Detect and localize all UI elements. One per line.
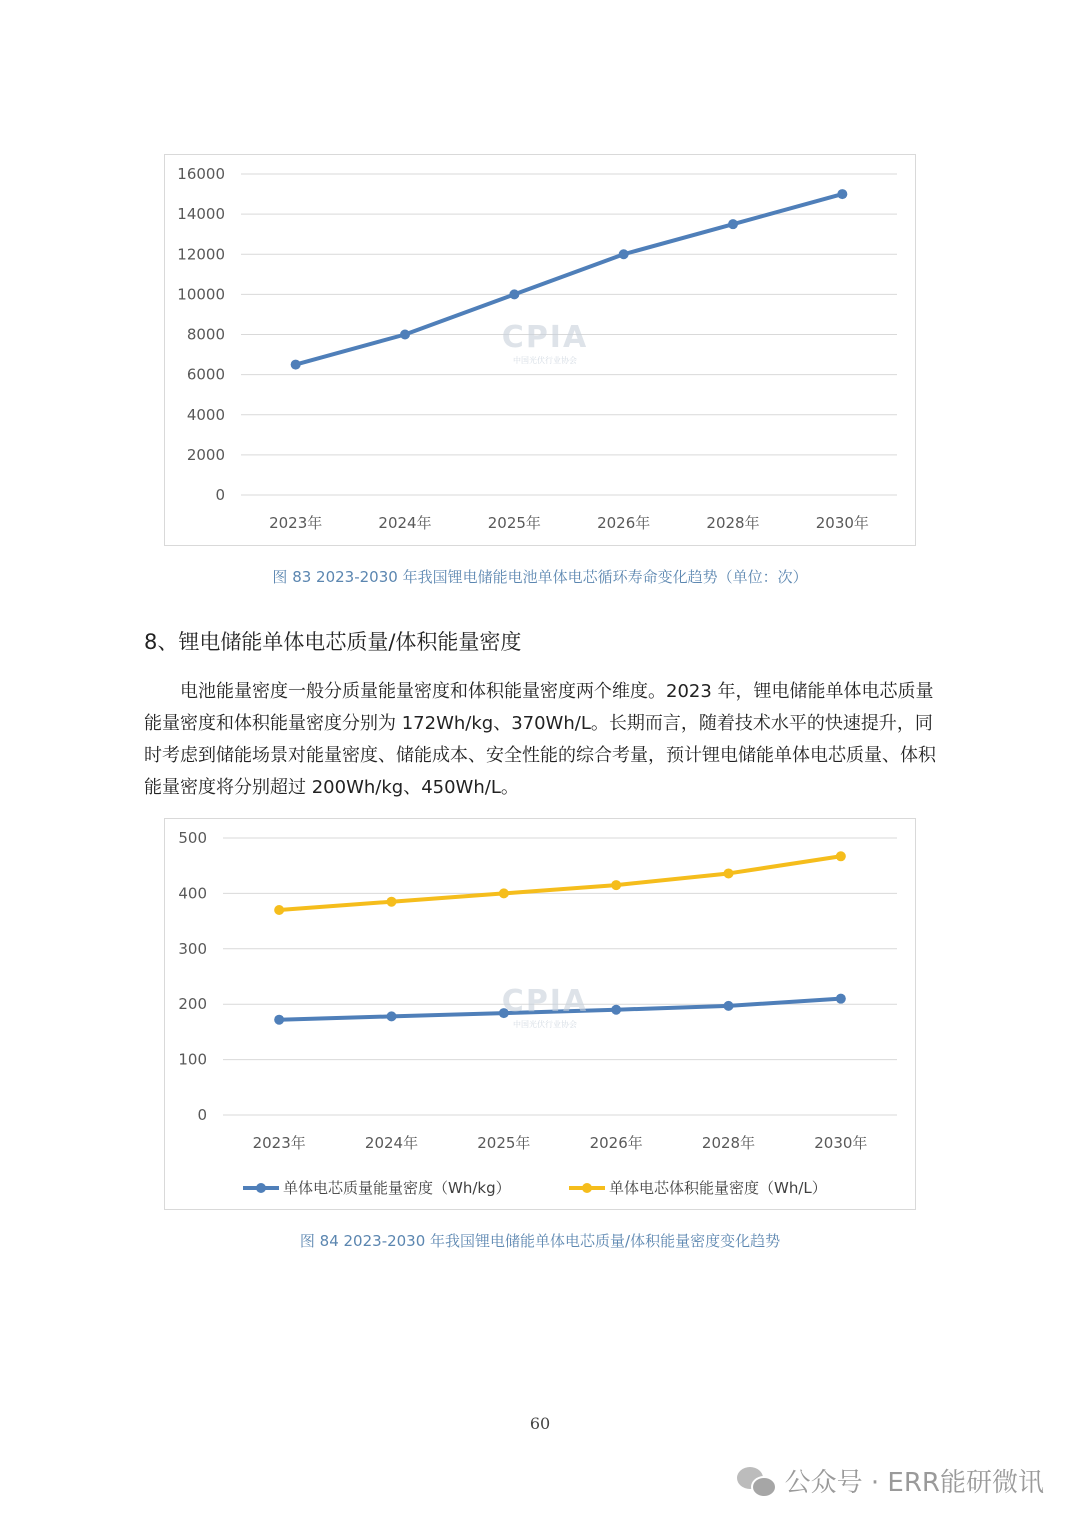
data-point [836,994,846,1004]
page-number: 60 [529,1414,551,1433]
y-tick-label: 400 [178,884,207,903]
data-point [274,905,284,915]
data-point [724,868,734,878]
y-tick-label: 300 [178,939,207,958]
x-tick-label: 2030年 [815,514,869,532]
y-tick-label: 14000 [177,205,225,224]
legend-label: 单体电芯体积能量密度（Wh/L） [609,1179,827,1197]
footer-attribution [737,1462,1044,1499]
y-tick-label: 4000 [186,405,225,424]
series-line [279,999,841,1020]
legend-swatch-marker [582,1183,592,1193]
legend-swatch-marker [256,1183,266,1193]
watermark-logo-text: CPIA [501,984,589,1019]
data-point [611,880,621,890]
series-line [279,856,841,910]
data-point [619,249,629,259]
data-point [724,1001,734,1011]
x-tick-label: 2025年 [487,514,541,532]
energy-density-chart [164,818,916,1210]
data-point [509,289,519,299]
cycle-life-chart [164,154,916,546]
x-tick-label: 2023年 [252,1134,306,1152]
series-line [296,194,843,365]
data-point [611,1005,621,1015]
y-tick-label: 8000 [186,325,225,344]
y-tick-label: 200 [178,995,207,1014]
y-tick-label: 6000 [186,365,225,384]
body-paragraph: 电池能量密度一般分质量能量密度和体积能量密度两个维度。2023 年，锂电储能单体电芯质量能量密度和体积能量密度分别为 172Wh/kg、370Wh/L。长期而言，随着技术水平的快速提升，同时考虑到储能场景对能量密度、储能成本、安全性能的综合考量，预计锂电储能单体电芯质量、体积能量密度将分别超过 200Wh/kg、450Wh/L。 [144,681,936,798]
data-point [836,851,846,861]
data-point [387,1011,397,1021]
cycle-life-chart-svg [165,155,917,547]
data-point [291,360,301,370]
section-heading: 8、锂电储能单体电芯质量/体积能量密度 [144,630,522,654]
data-point [274,1015,284,1025]
figure-84-caption: 图 84 2023-2030 年我国锂电储能单体电芯质量/体积能量密度变化趋势 [299,1232,781,1250]
watermark-org-text: 中国光伏行业协会 [513,356,577,365]
data-point [499,888,509,898]
data-point [387,897,397,907]
data-point [400,330,410,340]
x-tick-label: 2028年 [706,514,760,532]
y-tick-label: 0 [197,1106,207,1124]
x-tick-label: 2024年 [364,1134,419,1152]
y-tick-label: 2000 [186,445,225,464]
watermark-org-text: 中国光伏行业协会 [513,1020,577,1029]
x-tick-label: 2026年 [589,1134,643,1152]
data-point [837,189,847,199]
x-tick-label: 2024年 [378,514,432,532]
x-tick-label: 2023年 [269,514,323,532]
x-tick-label: 2026年 [597,514,651,532]
legend-label: 单体电芯质量能量密度（Wh/kg） [283,1179,511,1197]
data-point [499,1008,509,1018]
wechat-icon [737,1465,775,1497]
y-tick-label: 0 [215,486,225,504]
y-tick-label: 10000 [177,285,225,304]
x-tick-label: 2025年 [477,1134,531,1152]
y-tick-label: 500 [178,829,207,847]
watermark-logo-text: CPIA [501,320,589,355]
y-tick-label: 100 [178,1050,207,1069]
x-tick-label: 2030年 [814,1134,868,1152]
x-tick-label: 2028年 [701,1134,756,1152]
figure-83-caption: 图 83 2023-2030 年我国锂电储能电池单体电芯循环寿命变化趋势（单位：次） [272,568,808,586]
y-tick-label: 16000 [177,165,225,183]
data-point [728,219,738,229]
energy-density-chart-svg [165,819,917,1211]
y-tick-label: 12000 [177,245,225,264]
footer-text: 公众号 · ERR能研微讯 [784,1468,1044,1498]
